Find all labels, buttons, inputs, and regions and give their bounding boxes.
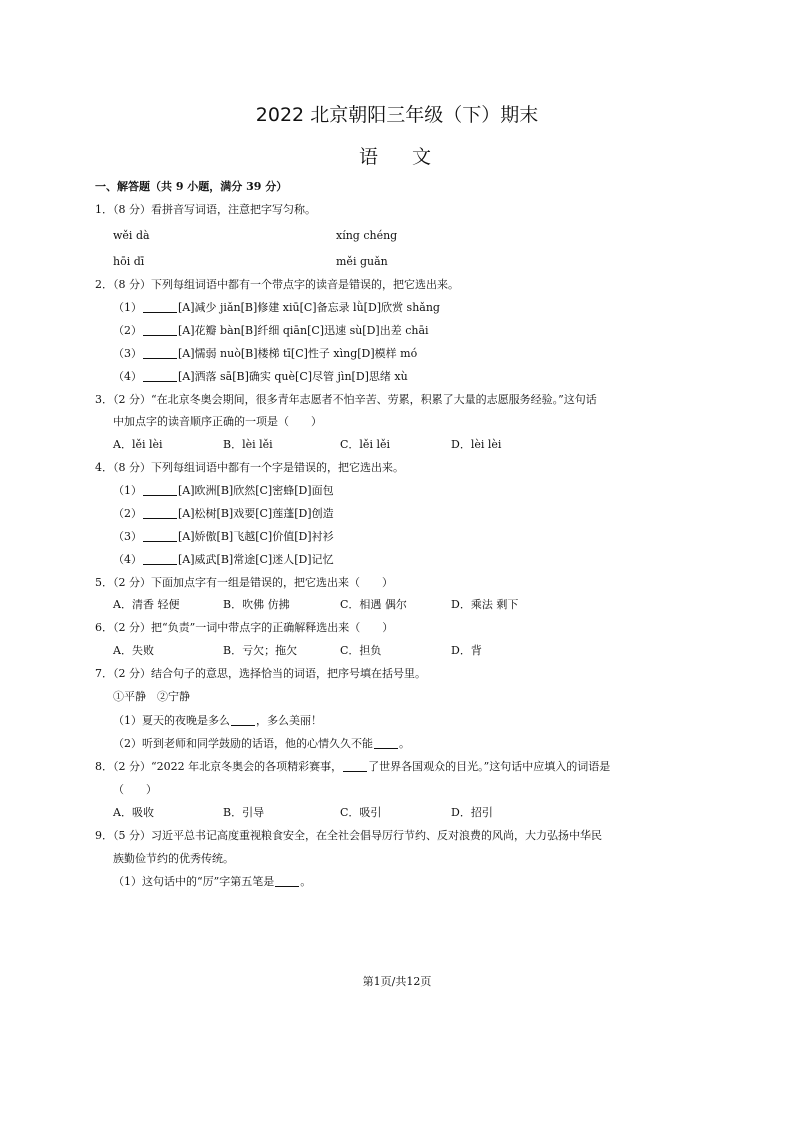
- q4-item-1: （1） [A]欧洲[B]欣然[C]密蜂[D]面包: [113, 484, 334, 497]
- q3-option-b[interactable]: B．lèi lěi: [223, 438, 273, 451]
- q9-stem-line1: 9．（5 分）习近平总书记高度重视粮食安全，在全社会倡导厉行节约、反对浪费的风尚，大力弘扬中华民: [95, 829, 602, 842]
- q3-stem-line2: 中加点字的读音顺序正确的一项是（ ）: [113, 415, 322, 428]
- q3-option-a[interactable]: A．lěi lèi: [113, 438, 163, 451]
- q1-pinyin-2: xíng chéng: [336, 229, 398, 242]
- answer-blank[interactable]: [343, 760, 367, 772]
- exam-title: 2022 北京朝阳三年级（下）期末: [255, 104, 539, 126]
- q5-option-b[interactable]: B．吹佛 仿拂: [223, 598, 290, 611]
- answer-blank[interactable]: [143, 370, 177, 382]
- answer-blank[interactable]: [143, 507, 177, 519]
- q2-item-3: （3） [A]懦弱 nuò[B]楼梯 tī[C]性子 xìng[D]模样 mó: [113, 347, 418, 360]
- q6-option-c[interactable]: C．担负: [340, 644, 382, 657]
- answer-blank[interactable]: [231, 714, 255, 726]
- answer-blank[interactable]: [374, 737, 398, 749]
- q6-option-d[interactable]: D．背: [451, 644, 482, 657]
- q1-pinyin-4: měi guǎn: [336, 255, 388, 268]
- answer-blank[interactable]: [143, 530, 177, 542]
- answer-blank[interactable]: [143, 324, 177, 336]
- q2-item-1: （1） [A]减少 jiǎn[B]修建 xiū[C]备忘录 lǜ[D]欣赏 shǎng: [113, 301, 440, 314]
- q8-option-d[interactable]: D．招引: [451, 806, 493, 819]
- q8-stem-line2: （ ）: [113, 783, 157, 796]
- q4-item-2: （2） [A]松树[B]戏要[C]莲蓬[D]创造: [113, 507, 334, 520]
- answer-blank[interactable]: [143, 347, 177, 359]
- q2-item-4: （4） [A]洒落 sā[B]确实 què[C]尽管 jìn[D]思绪 xù: [113, 370, 408, 383]
- answer-blank[interactable]: [143, 301, 177, 313]
- section-heading: 一、解答题（共 9 小题，满分 39 分）: [95, 180, 288, 193]
- answer-blank[interactable]: [143, 484, 177, 496]
- q1-stem: 1．（8 分）看拼音写词语，注意把字写匀称。: [95, 203, 316, 216]
- q4-item-3: （3） [A]娇傲[B]飞越[C]价值[D]衬衫: [113, 530, 334, 543]
- q4-item-4: （4） [A]威武[B]常途[C]迷人[D]记忆: [113, 553, 334, 566]
- q7-choices: ①平静 ②宁静: [113, 690, 190, 703]
- q6-stem: 6．（2 分）把“负责”一词中带点字的正确解释选出来（ ）: [95, 621, 394, 634]
- q8-option-b[interactable]: B．引导: [223, 806, 265, 819]
- q9-sentence-1: （1）这句话中的“厉”字第五笔是 。: [113, 875, 312, 888]
- q8-stem-line1: 8．（2 分）“2022 年北京冬奥会的各项精彩赛事， 了世界各国观众的目光。”这句话中应填入的词语是: [95, 760, 611, 773]
- answer-blank[interactable]: [275, 875, 299, 887]
- q3-stem-line1: 3．（2 分）“在北京冬奥会期间，很多青年志愿者不怕辛苦、劳累，积累了大量的志愿服务经验。”这句话: [95, 393, 597, 406]
- q5-option-a[interactable]: A．清香 轻便: [113, 598, 180, 611]
- q5-option-d[interactable]: D．乘法 剩下: [451, 598, 519, 611]
- q3-option-d[interactable]: D．lèi lèi: [451, 438, 502, 451]
- q8-option-c[interactable]: C．吸引: [340, 806, 382, 819]
- q9-stem-line2: 族勤俭节约的优秀传统。: [113, 852, 234, 865]
- q7-sentence-2: （2）听到老师和同学鼓励的话语，他的心情久久不能 。: [113, 737, 410, 750]
- q6-option-a[interactable]: A．失败: [113, 644, 154, 657]
- q2-item-2: （2） [A]花瓣 bàn[B]纤细 qiān[C]迅速 sù[D]出差 chāi: [113, 324, 429, 337]
- q5-stem: 5．（2 分）下面加点字有一组是错误的，把它选出来（ ）: [95, 576, 393, 589]
- q3-option-c[interactable]: C．lěi lěi: [340, 438, 391, 451]
- q2-stem: 2．（8 分）下列每组词语中都有一个带点字的读音是错误的，把它选出来。: [95, 278, 459, 291]
- q1-pinyin-3: hōi dī: [113, 255, 145, 268]
- page-number: 第1页/共12页: [362, 975, 432, 988]
- q4-stem: 4．（8 分）下列每组词语中都有一个字是错误的，把它选出来。: [95, 461, 404, 474]
- q6-option-b[interactable]: B．亏欠；拖欠: [223, 644, 298, 657]
- q1-pinyin-1: wěi dà: [113, 229, 150, 242]
- q7-sentence-1: （1）夏天的夜晚是多么 ，多么美丽！: [113, 714, 322, 727]
- q7-stem: 7．（2 分）结合句子的意思，选择恰当的词语，把序号填在括号里。: [95, 667, 426, 680]
- subject-title: 语文: [358, 146, 465, 168]
- q5-option-c[interactable]: C．相遇 偶尔: [340, 598, 407, 611]
- q8-option-a[interactable]: A．吸收: [113, 806, 154, 819]
- answer-blank[interactable]: [143, 553, 177, 565]
